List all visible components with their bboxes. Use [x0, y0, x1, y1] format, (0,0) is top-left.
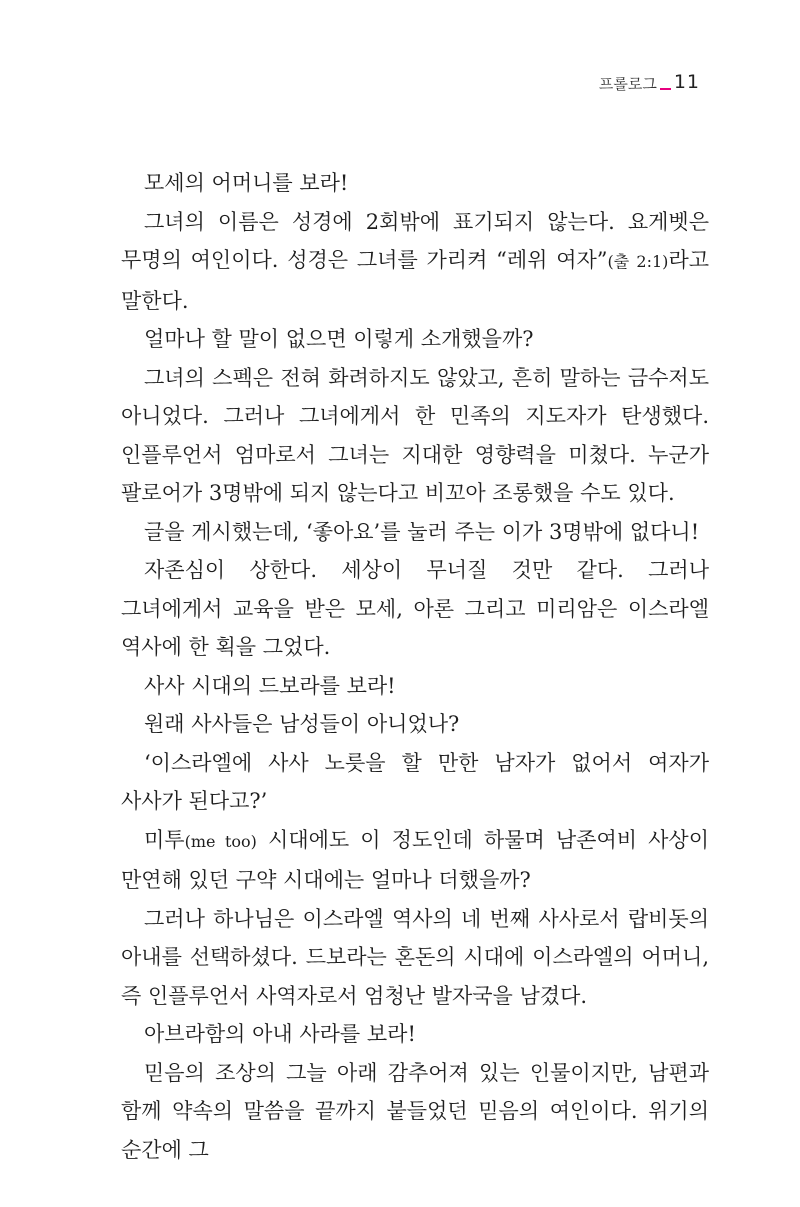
paragraph [121, 551, 709, 667]
paragraph-text: 그러나 하나님은 이스라엘 역사의 네 번째 사사로서 랍비돗의 아내를 선택하셨다. 드보라는 혼돈의 시대에 이스라엘의 어머니, 즉 인플루언서 사역자로서 엄청난 발자국을 남겼다. [121, 906, 709, 1008]
paragraph-text: 믿음의 조상의 그늘 아래 감추어져 있는 인물이지만, 남편과 함께 약속의 말씀을 끝까지 붙들었던 믿음의 여인이다. 위기의 순간에 그 [121, 1060, 709, 1162]
paragraph-text: 얼마나 할 말이 없으면 이렇게 소개했을까? [144, 327, 534, 351]
paragraph [121, 203, 709, 321]
paragraph [121, 513, 709, 552]
body-text [121, 164, 709, 1169]
paragraph-text: 자존심이 상한다. 세상이 무너질 것만 같다. 그러나 그녀에게서 교육을 받은 모세, 아론 그리고 미리암은 이스라엘 역사에 한 획을 그었다. [121, 558, 709, 659]
paragraph-text: 그녀의 이름은 성경에 2회밖에 표기되지 않는다. 요게벳은 무명의 여인이다. 성경은 그녀를 가리켜 “레위 여자” [121, 209, 709, 272]
paragraph [121, 667, 709, 706]
paragraph-text: ‘이스라엘에 사사 노릇을 할 만한 남자가 없어서 여자가 사사가 된다고?’ [121, 750, 709, 813]
scripture-reference: (출 2:1) [607, 252, 669, 271]
paragraph-text: 원래 사사들은 남성들이 아니었나? [144, 712, 460, 736]
paragraph [121, 821, 709, 900]
paragraph [121, 744, 709, 821]
running-header [599, 66, 700, 92]
paragraph-text: 모세의 어머니를 보라! [144, 171, 349, 195]
paragraph-text: 시대에도 이 정도인데 하물며 남존여비 사상이 만연해 있던 구약 시대에는 얼마나 더했을까? [121, 827, 710, 892]
section-title: 프롤로그 [598, 75, 657, 93]
paragraph-text: 글을 게시했는데, ‘좋아요’를 눌러 주는 이가 3명밖에 없다니! [144, 519, 700, 544]
paragraph-text: 미투 [144, 827, 185, 852]
paragraph [121, 705, 709, 744]
page-number: 11 [673, 71, 700, 93]
paragraph [121, 1015, 709, 1054]
paragraph-text: 라고 말한다. [121, 248, 710, 313]
header-separator [660, 88, 671, 90]
paragraph [121, 1054, 709, 1170]
paragraph [121, 900, 709, 1016]
paragraph [121, 320, 709, 359]
paragraph-text: 그녀의 스펙은 전혀 화려하지도 않았고, 흔히 말하는 금수저도 아니었다. 그러나 그녀에게서 한 민족의 지도자가 탄생했다. 인플루언서 엄마로서 그녀는 지대한 영향력을 미쳤다. 누군가 팔로어가 3명밖에 되지 않는다고 비꼬아 조롱했을 수도 있다. [121, 365, 709, 505]
paragraph [121, 359, 709, 513]
paragraph-text: 아브라함의 아내 사라를 보라! [144, 1022, 416, 1046]
paragraph [121, 164, 709, 203]
english-gloss: (me too) [184, 831, 257, 851]
paragraph-text: 사사 시대의 드보라를 보라! [144, 673, 396, 698]
